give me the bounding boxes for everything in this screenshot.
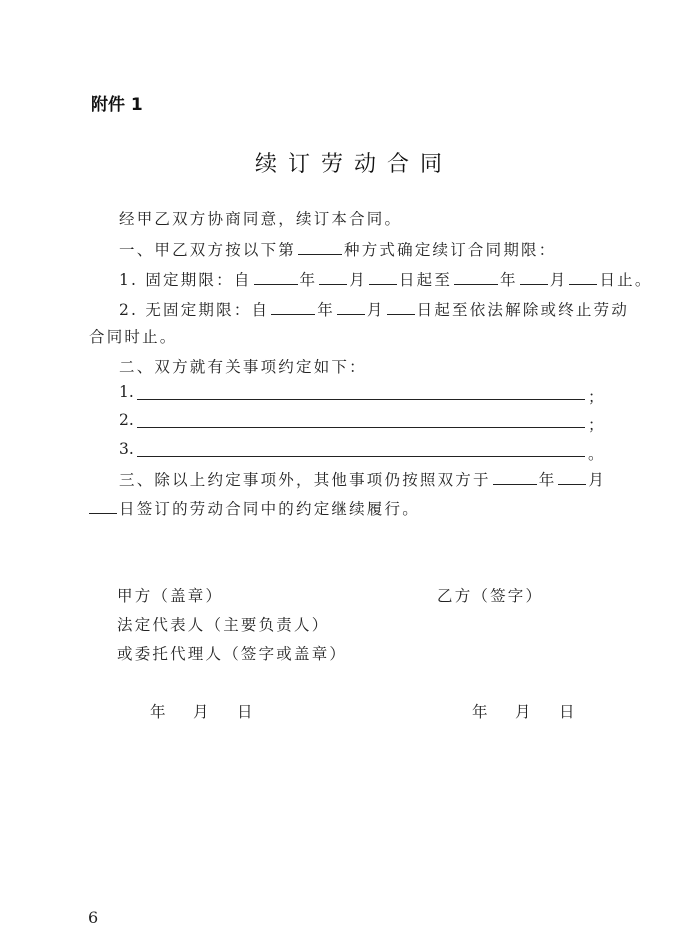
day-from-label: 日起至 (398, 271, 453, 289)
signed-month-blank[interactable] (558, 470, 586, 485)
date-month: 月 (515, 703, 531, 721)
section-2-heading: 二、双方就有关事项约定如下： (119, 358, 367, 376)
start-year-blank[interactable] (254, 270, 298, 285)
year-label: 年 (500, 271, 518, 289)
month-label: 月 (588, 471, 607, 489)
legal-rep-label: 法定代表人（主要负责人） (117, 616, 330, 634)
item-end-punct: 。 (588, 445, 604, 463)
page-number: 6 (88, 908, 99, 927)
year-label: 年 (299, 271, 318, 289)
month-label: 月 (366, 301, 385, 319)
option-2-continuation: 合同时止。 (89, 328, 178, 346)
option-1-line (119, 268, 653, 290)
intro-text: 经甲乙双方协商同意，续订本合同。 (119, 210, 403, 228)
item-number: 1. (119, 383, 134, 401)
attachment-label: 附件 1 (91, 95, 143, 115)
date-year: 年 (472, 703, 488, 721)
agent-label: 或委托代理人（签字或盖章） (117, 645, 348, 663)
date-day: 日 (237, 703, 253, 721)
year-label: 年 (317, 301, 335, 319)
party-b-label: 乙方（签字） (437, 587, 544, 605)
item-3-input-line[interactable] (137, 440, 585, 457)
end-day-blank[interactable] (569, 270, 597, 285)
date-month: 月 (193, 703, 209, 721)
section-3-pre: 三、除以上约定事项外，其他事项仍按照双方于 (119, 471, 491, 489)
day-end-label: 日止。 (599, 271, 653, 289)
item-end-punct: ； (588, 416, 604, 434)
option-1-prefix: 1. 固定期限：自 (119, 271, 252, 289)
date-day: 日 (559, 703, 575, 721)
start-day-blank[interactable] (369, 270, 397, 285)
section-1-line (119, 238, 556, 260)
open-start-month-blank[interactable] (337, 300, 365, 315)
open-start-day-blank[interactable] (387, 300, 415, 315)
start-month-blank[interactable] (319, 270, 347, 285)
section-3-line (119, 468, 606, 490)
item-2-input-line[interactable] (137, 411, 585, 428)
year-label: 年 (538, 471, 557, 489)
open-start-year-blank[interactable] (271, 300, 315, 315)
section-3-continuation (89, 497, 420, 519)
date-year: 年 (150, 703, 166, 721)
document-title: 续订劳动合同 (255, 152, 454, 177)
month-label: 月 (349, 271, 367, 289)
item-number: 3. (119, 440, 134, 458)
option-2-line (119, 298, 629, 320)
item-number: 2. (119, 411, 134, 429)
month-label: 月 (549, 271, 568, 289)
section-3-rest: 日签订的劳动合同中的约定继续履行。 (119, 500, 420, 518)
section-1-pre: 一、甲乙双方按以下第 (119, 241, 297, 259)
section-1-post: 种方式确定续订合同期限： (344, 241, 557, 259)
item-end-punct: ； (588, 388, 604, 406)
end-month-blank[interactable] (520, 270, 548, 285)
option-2-prefix: 2. 无固定期限：自 (119, 301, 270, 319)
option-2-rest: 日起至依法解除或终止劳动 (416, 301, 630, 319)
method-number-blank[interactable] (298, 240, 342, 255)
end-year-blank[interactable] (454, 270, 498, 285)
party-a-label: 甲方（盖章） (117, 587, 224, 605)
item-1-input-line[interactable] (137, 383, 585, 400)
signed-day-blank[interactable] (89, 499, 117, 514)
signed-year-blank[interactable] (493, 470, 537, 485)
